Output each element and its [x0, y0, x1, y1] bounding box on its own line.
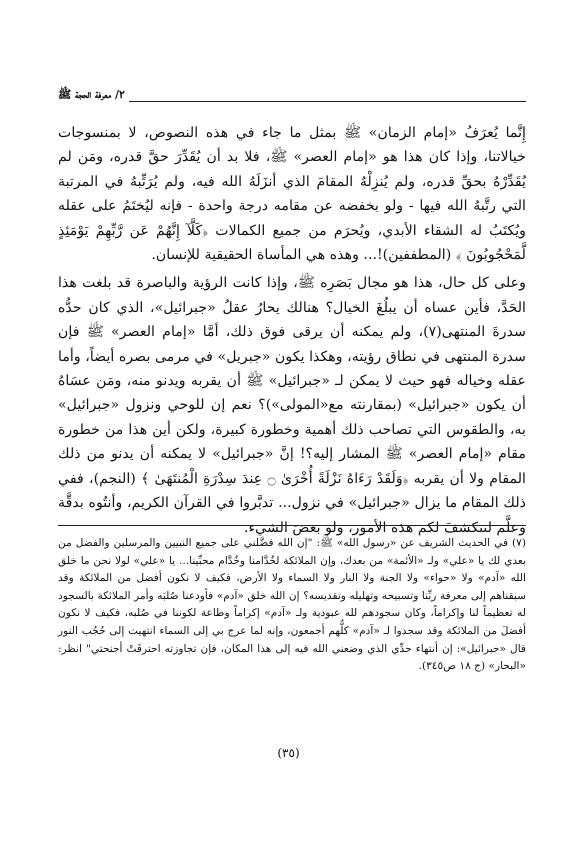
running-title: ٢/ معرفة الحجة ﷺ	[58, 88, 129, 104]
paragraph: إِنَّما يُعرَفُ «إمام الزمان» ﷺ بمثل ما جاء في هذه النصوص، لا بمنسوجات خيالاتنا، وإذا كان هذا هو «إمام العصر» ﷺ، فلا بد أن يُقَدِّرَ حقَّ قدره، ومَن لم يُقَدِّرْهُ بحقِّ قدره، ولم يُنزِلْهُ المقامَ الذي أنزَلَهُ الله فيه، ولم يُرَتِّبهُ في المرتبة التي رتَّبهُ الله فيها - ولو بخفضه عن مقامه درجة واحدة - فإنه ليُختَمُ على عقله ويُكتَبُ له الشقاء الأبدي، ويُحرَم من جميع الكمالات ﴿كَلَّآ إِنَّهُمْ عَن رَّبِّهِمْ يَوْمَئِذٍ لَّمَحْجُوبُونَ ﴾ (المطففين)!... وهذه هي المأساة الحقيقية للإنسان.	[58, 125, 526, 264]
main-text	[58, 121, 526, 540]
page-number: (٣٥)	[277, 746, 300, 760]
footnote: (٧) في الحديث الشريف عن «رسول الله» ﷺ: "إن الله فضَّلني على جميع النبيين والمرسلين والفضل من بعدي لك يا «علي» ولـ «الأئمة» من بعدك، وإن الملائكة لخُدَّامنا وخُدَّام محبِّينا... يا «علي» لولا نحن ما خلق الله «آدم» ولا «حواء» ولا الجنة ولا النار ولا السماء ولا الأرض، فكيف لا نكون أفضل من الملائكة وقد سبقناهم إلى معرفة ربِّنا وتسبيحه وتهليله وتقديسه؟ إن الله خلق «آدم» فأودعنا صُلبَه وأمر الملائكة بالسجود له تعظيماً لنا وإكراماً، وكان سجودهم لله عبودية ولـ «آدم» إكراماً وطاعة لكوننا في صُلبه، فكيف لا نكون أفضلَ من الملائكة وقد سجدوا لـ «آدم» كلُّهم أجمعون، وإنه لما عرج بي إلى السماء انتهيت إلى حُجُب النور قال «جبرائيل»: إن أنتهاء حدِّي الذي وضعني الله فيه إلى هذا المكان، فإن تجاوزته احترقَتْ أجنحتي" انظر: «البحار» (ج ١٨ ص٣٤٥).	[58, 537, 526, 673]
footnote-divider	[58, 525, 526, 526]
paragraph: وعلى كل حال، هذا هو مجال بَصَرِه ﷺ، وإذا كانت الرؤية والباصرة قد بلغت هذا الحَدَّ، فأين عساه أن يبلُغَ الخيال؟ هنالك يحارُ عقلُ «جبرائيل»، الذي كان حدُّه سدرةَ المنتهى(٧)، ولم يمكنه أن يرقى فوق ذلك، أمَّا «إمام العصر» ﷺ فإن سدرة المنتهى في نطاق رؤيته، وهكذا يكون «جبريل» في مرمى بصره أيضاً، وأما عقله وخياله فهو حيث لا يمكن لـ «جبرائيل» ﷺ أن يقربه ويدنو منه، ومَن عسَاهُ أن يكون «جبرائيل» (بمقارنته مع«المولى»)؟ نعم إن للوحي ونزول «جبرائيل» به، والطقوس التي تصاحب ذلك أهمية وخطورة كبيرة، ولكن أين هذا من خطورة مقام «إمام العصر» ﷺ المشار إليه؟! إنَّ «جبرائيل» لا يمكنه أن يدنو من ذلك المقام ولا أن يقربه ﴿وَلَقَدْ رَءَاهُ نَزْلَةً أُخْرَىٰ ۝ عِندَ سِدْرَةِ الْمُنتَهَىٰ ﴾ (النجم)، ففي ذلك المقام ما يزال «جبرائيل» في نزول... تدبَّروا في القرآن الكريم، وأنتُوه بدقَّة وعلَّم لتتكشفَ لكم هذه الأمور، ولو بعضَ الشيء.	[58, 275, 526, 536]
